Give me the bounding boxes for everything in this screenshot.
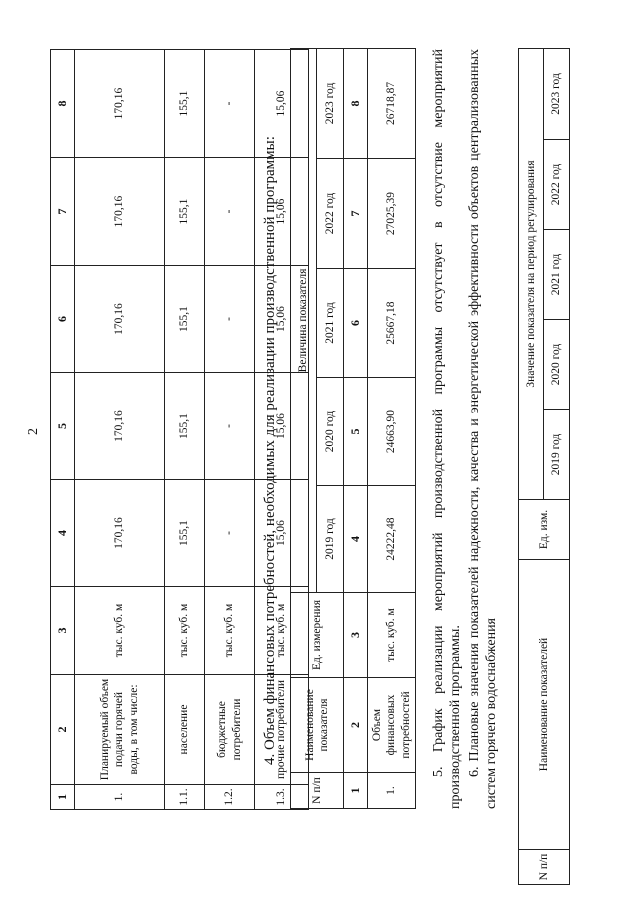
index-cell: 8 xyxy=(344,48,368,158)
table-cell: Объем финансовых потребностей xyxy=(368,678,416,773)
header-unit: Ед. изм. xyxy=(519,500,570,560)
table-cell: 24663,90 xyxy=(368,378,416,486)
page-number: 2 xyxy=(26,428,41,435)
table-cell: - xyxy=(205,480,255,587)
table-cell: 1.1. xyxy=(165,785,205,810)
table-cell: 15,06 xyxy=(255,373,309,480)
table-header-row xyxy=(519,48,544,884)
header-num: N п/п xyxy=(519,850,570,885)
table-header-cell: 1 xyxy=(51,785,75,810)
table-header-cell: 5 xyxy=(51,373,75,480)
table-cell: тыс. куб. м xyxy=(75,587,165,675)
table-cell: тыс. куб. м xyxy=(255,587,309,675)
table-cell: прочие потребители xyxy=(255,675,309,785)
index-cell: 2 xyxy=(344,678,368,773)
table-cell: - xyxy=(205,373,255,480)
table-cell: 24222,48 xyxy=(368,486,416,593)
year-header: 2023 год xyxy=(317,48,344,158)
indicators-table xyxy=(518,48,570,885)
index-cell: 7 xyxy=(344,159,368,269)
table-cell: 15,06 xyxy=(255,480,309,587)
table-cell: Планируемый объем подачи горячей воды, в том числе: xyxy=(75,675,165,785)
index-cell: 5 xyxy=(344,378,368,486)
paragraph-5: 5. График реализации мероприятий производственной программы отсутствует в отсутствие мероприятий производственной программы. xyxy=(431,49,463,809)
year-header: 2023 год xyxy=(544,48,570,139)
table-cell: 170,16 xyxy=(75,373,165,480)
index-cell: 3 xyxy=(344,593,368,678)
table-cell: 155,1 xyxy=(165,480,205,587)
table-cell: население xyxy=(165,675,205,785)
table-row xyxy=(165,50,205,810)
table-cell: 170,16 xyxy=(75,50,165,158)
table-cell: 26718,87 xyxy=(368,48,416,158)
table-cell: 155,1 xyxy=(165,158,205,266)
table-cell: - xyxy=(205,50,255,158)
table-header-cell: 2 xyxy=(51,675,75,785)
table-cell: 27025,39 xyxy=(368,159,416,269)
section-4-title: 4. Объем финансовых потребностей, необходимых для реализации производственной программы: xyxy=(262,136,278,765)
table-cell: 170,16 xyxy=(75,158,165,266)
header-unit: Ед. измерения xyxy=(291,593,344,678)
table-cell: 155,1 xyxy=(165,373,205,480)
paragraph-6: 6. Плановые значения показателей надежности, качества и энергетической эффективности объектов централизованных систем горячего водоснабжения xyxy=(467,49,499,809)
table-cell: 170,16 xyxy=(75,480,165,587)
table-cell: 1. xyxy=(75,785,165,810)
table-cell: 155,1 xyxy=(165,266,205,373)
table-cell: бюджетные потребители xyxy=(205,675,255,785)
table-cell: 1.3. xyxy=(255,785,309,810)
table-cell: 155,1 xyxy=(165,50,205,158)
year-header: 2022 год xyxy=(544,140,570,230)
table-row xyxy=(75,50,165,810)
index-cell: 1 xyxy=(344,773,368,809)
year-header: 2022 год xyxy=(317,159,344,269)
header-num: N п/п xyxy=(291,773,344,809)
table-cell: 15,06 xyxy=(255,266,309,373)
index-cell: 4 xyxy=(344,486,368,593)
table-header-row xyxy=(291,48,317,808)
financial-needs-table xyxy=(290,48,416,809)
year-header: 2021 год xyxy=(544,230,570,320)
table-row xyxy=(205,50,255,810)
header-name: Наименование показателей xyxy=(519,560,570,850)
table-cell: 1.2. xyxy=(205,785,255,810)
year-header: 2020 год xyxy=(317,378,344,486)
header-value: Значение показателя на период регулирования xyxy=(519,48,544,499)
table-header-row xyxy=(51,50,75,810)
table-header-cell: 8 xyxy=(51,50,75,158)
table-cell: - xyxy=(205,158,255,266)
table-cell: - xyxy=(205,266,255,373)
year-header: 2020 год xyxy=(544,320,570,410)
year-header: 2019 год xyxy=(317,486,344,593)
header-value: Величина показателя xyxy=(291,48,317,592)
table-header-cell: 7 xyxy=(51,158,75,266)
table-cell: тыс. куб. м xyxy=(205,587,255,675)
table-header-cell: 6 xyxy=(51,266,75,373)
header-name: Наименование показателя xyxy=(291,678,344,773)
index-cell: 6 xyxy=(344,269,368,378)
table-row xyxy=(368,48,416,808)
table-cell: 1. xyxy=(368,773,416,809)
table-cell: 15,06 xyxy=(255,158,309,266)
index-row xyxy=(344,48,368,808)
table-header-cell: 3 xyxy=(51,587,75,675)
table-cell: 170,16 xyxy=(75,266,165,373)
year-header: 2019 год xyxy=(544,410,570,500)
table-cell: 15,06 xyxy=(255,50,309,158)
table-cell: тыс. куб. м xyxy=(165,587,205,675)
table-header-cell: 4 xyxy=(51,480,75,587)
year-header: 2021 год xyxy=(317,269,344,378)
table-cell: 25667,18 xyxy=(368,269,416,378)
table-cell: тыс. куб. м xyxy=(368,593,416,678)
